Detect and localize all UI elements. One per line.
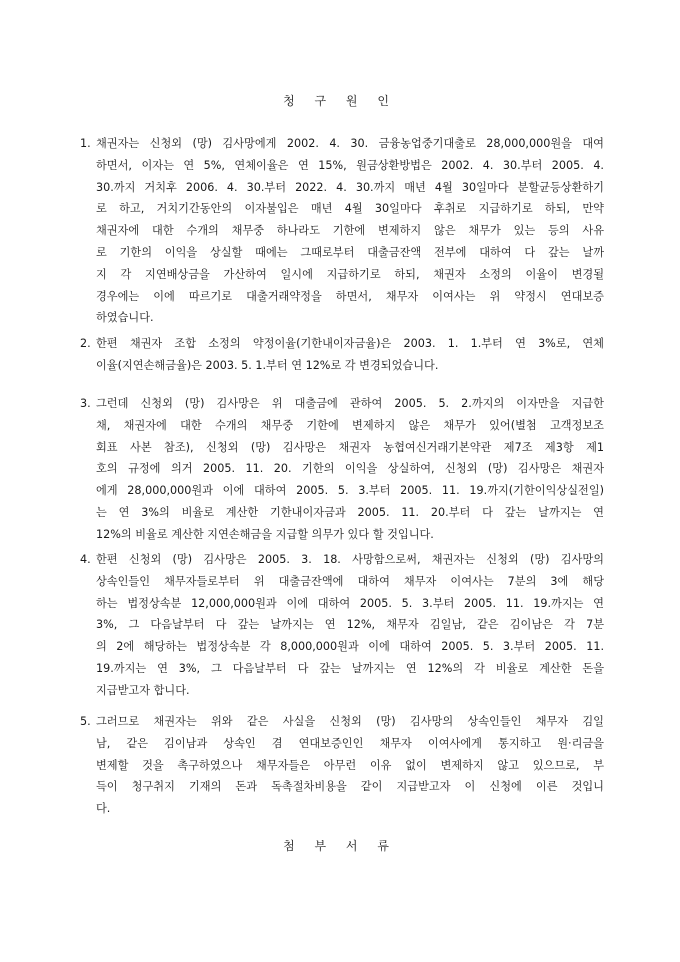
paragraph-2 bbox=[80, 333, 604, 377]
paragraph-line: 하면서, 이자는 연 5%, 연체이율은 연 15%, 원금상환방법은 2002. 4. 30.부터 2005. 4. bbox=[96, 158, 604, 172]
paragraph-line: 로 기한의 이익을 상실할 때에는 그때로부터 대출금잔액 전부에 대하여 다 갚는 날까 bbox=[96, 245, 604, 259]
paragraph-line: 다. bbox=[96, 802, 111, 816]
paragraph-line: 경우에는 이에 따르기로 대출거래약정을 하면서, 채무자 이여사는 위 약정시 연대보증 bbox=[96, 289, 604, 303]
paragraph-line: 상속인들인 채무자들로부터 위 대출금잔액에 대하여 채무자 이여사는 7분의 3에 해당 bbox=[96, 574, 604, 588]
paragraph-line: 는 연 3%의 비율로 계산한 기한내이자금과 2005. 11. 20.부터 다 갚는 날까지는 연 bbox=[96, 505, 604, 519]
paragraph-number: 1. bbox=[80, 137, 91, 150]
paragraph-line: 한편 신청외 (망) 김사망은 2005. 3. 18. 사망함으로써, 채권자는 신청외 (망) 김사망의 bbox=[96, 553, 604, 566]
paragraph-line: 12%의 비율로 계산한 지연손해금을 지급할 의무가 있다 할 것입니다. bbox=[96, 527, 434, 541]
paragraph-3 bbox=[80, 393, 604, 546]
paragraph-line: 이율(지연손해금율)은 2003. 5. 1.부터 연 12%로 각 변경되었습니다. bbox=[96, 358, 439, 372]
paragraph-4 bbox=[80, 549, 604, 702]
paragraph-number: 4. bbox=[80, 553, 91, 566]
paragraph-line: 3%, 그 다음날부터 다 갚는 날까지는 연 12%, 채무자 김일남, 같은 김이남은 각 7분 bbox=[96, 618, 604, 632]
paragraph-line: 한편 채권자 조합 소정의 약정이율(기한내이자금율)은 2003. 1. 1.부터 연 3%로, 연체 bbox=[96, 337, 604, 350]
paragraph-line: 하는 법정상속분 12,000,000원과 이에 대하여 2005. 5. 3.부터 2005. 11. 19.까지는 연 bbox=[96, 596, 604, 610]
paragraph-line: 지급받고자 합니다. bbox=[96, 683, 190, 697]
attachments-heading: 첨 부 서 류 bbox=[283, 839, 397, 853]
paragraph-line: 그런데 신청외 (망) 김사망은 위 대출금에 관하여 2005. 5. 2.까지의 이자만을 지급한 bbox=[96, 397, 604, 410]
paragraph-line: 회표 사본 참조), 신청외 (망) 김사망은 채권자 농협여신거래기본약관 제7조 제3항 제1 bbox=[96, 440, 604, 454]
paragraph-line: 호의 규정에 의거 2005. 11. 20. 기한의 이익을 상실하여, 신청외 (망) 김사망은 채권자 bbox=[96, 462, 604, 476]
paragraph-number: 2. bbox=[80, 337, 91, 350]
paragraph-number: 3. bbox=[80, 397, 91, 410]
paragraph-line: 채권자에 대한 수개의 채무중 하나라도 기한에 변제하지 않은 채무가 있는 등의 사유 bbox=[96, 224, 604, 238]
paragraph-line: 득이 청구취지 기재의 돈과 독촉절차비용을 같이 지급받고자 이 신청에 이른 것입니 bbox=[96, 780, 604, 794]
paragraph-line: 에게 28,000,000원과 이에 대하여 2005. 5. 3.부터 2005. 11. 19.까지(기한이익상실전일) bbox=[96, 484, 604, 498]
paragraph-line: 지 각 지연배상금을 가산하여 일시에 지급하기로 하되, 채권자 소정의 이율이 변경될 bbox=[96, 267, 604, 281]
paragraph-line: 19.까지는 연 3%, 그 다음날부터 다 갚는 날까지는 연 12%의 각 비율로 계산한 돈을 bbox=[96, 661, 604, 675]
paragraph-line: 남, 같은 김이남과 상속인 겸 연대보증인인 채무자 이여사에게 통지하고 원·리금을 bbox=[96, 736, 604, 750]
paragraph-line: 변제할 것을 촉구하였으나 채무자들은 아무런 이유 없이 변제하지 않고 있으므로, 부 bbox=[96, 758, 604, 772]
paragraph-line: 의 2에 해당하는 법정상속분 각 8,000,000원과 이에 대하여 2005. 5. 3.부터 2005. 11. bbox=[96, 640, 604, 654]
paragraph-line: 채권자는 신청외 (망) 김사망에게 2002. 4. 30. 금융농업중기대출로 28,000,000원을 대여 bbox=[96, 137, 604, 150]
paragraph-line: 하였습니다. bbox=[96, 311, 154, 325]
paragraph-1 bbox=[80, 133, 604, 329]
paragraph-line: 채, 채권자에 대한 수개의 채무중 기한에 변제하지 않은 채무가 있어(별첨 고객정보조 bbox=[96, 418, 604, 432]
paragraph-5 bbox=[80, 711, 604, 820]
paragraph-line: 30.까지 거치후 2006. 4. 30.부터 2022. 4. 30.까지 매년 4월 30일마다 분할균등상환하기 bbox=[96, 180, 604, 194]
paragraph-number: 5. bbox=[80, 715, 91, 728]
paragraph-line: 그러므로 채권자는 위와 같은 사실을 신청외 (망) 김사망의 상속인들인 채무자 김일 bbox=[96, 715, 604, 728]
page-title: 청 구 원 인 bbox=[283, 94, 397, 108]
paragraph-line: 로 하고, 거치기간동안의 이자불입은 매년 4월 30일마다 후취로 지급하기로 하되, 만약 bbox=[96, 202, 604, 216]
